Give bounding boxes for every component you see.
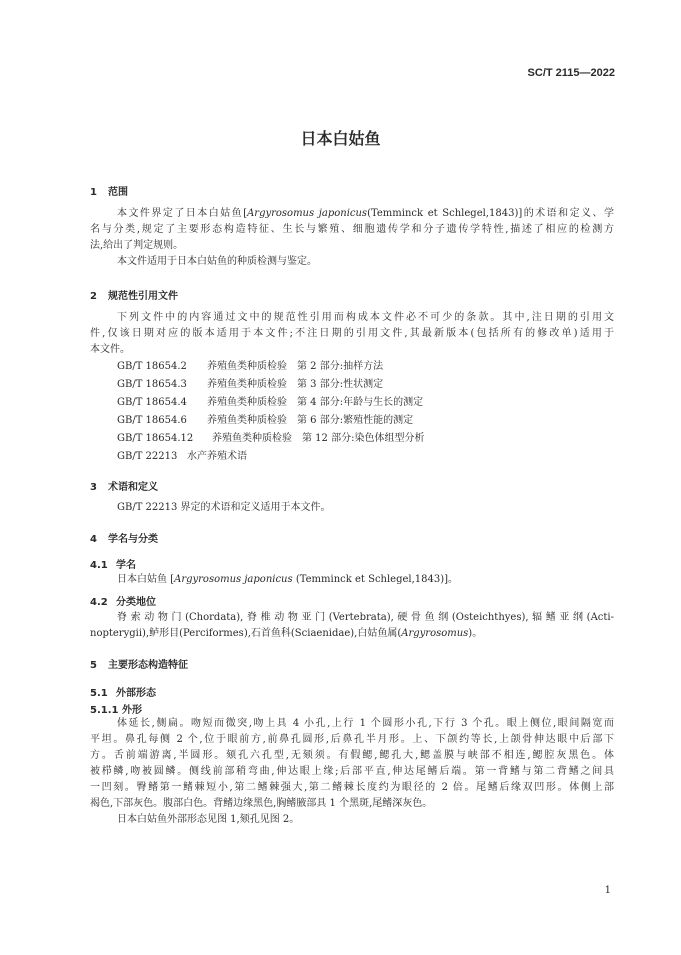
reference-code: GB/T 18654.12 — [117, 433, 194, 444]
section-title: 学名 — [116, 560, 136, 571]
reference-title: 水产养殖术语 — [187, 451, 247, 462]
section-1-heading — [90, 183, 128, 198]
section-number: 4.1 — [90, 560, 108, 571]
section-5-1-heading — [90, 684, 156, 699]
text-line: 本文件。 — [90, 344, 130, 355]
reference-item — [117, 449, 247, 465]
section-title: 分类地位 — [116, 597, 156, 608]
section-title: 主要形态构造特征 — [108, 660, 188, 671]
section-5-1-1-heading — [90, 701, 142, 716]
reference-title: 养殖鱼类种质检验 第 6 部分:繁殖性能的测定 — [207, 415, 414, 426]
reference-code: GB/T 18654.3 — [117, 379, 187, 390]
section-title: 外形 — [122, 705, 142, 716]
text-line: nopterygii),鲈形目(Perciformes),石首鱼科(Sciaenidae),白姑鱼属(Argyrosomus)。 — [90, 628, 483, 639]
reference-item — [117, 359, 383, 375]
text-line: 被栉鳞,吻被圆鳞。侧线前部稍弯曲,伸达眼上缘;后部平直,伸达尾鳍后端。第一背鳍与第二背鳍之间具 — [90, 766, 614, 777]
section-number: 2 — [90, 291, 97, 302]
text-line: 方。舌前端游离,半圆形。颏孔六孔型,无颏须。有假鳃,鳃孔大,鳃盖膜与峡部不相连,鳃腔灰黑色。体 — [90, 750, 614, 761]
text-line: 件,仅该日期对应的版本适用于本文件;不注日期的引用文件,其最新版本(包括所有的修改单)适用于 — [90, 328, 614, 339]
scope-paragraph — [90, 206, 614, 270]
reference-title: 养殖鱼类种质检验 第 12 部分:染色体组型分析 — [212, 433, 425, 444]
taxonomy-paragraph — [90, 610, 614, 642]
text-line: 本文件适用于日本白姑鱼的种质检测与鉴定。 — [117, 256, 317, 267]
text-line: 一凹刻。臀鳍第一鳍棘短小,第二鳍棘强大,第二鳍棘长度约为眼径的 2 倍。尾鳍后缘双凹形。体侧上部 — [90, 782, 614, 793]
text-line: 法,给出了判定规则。 — [90, 240, 184, 251]
section-4-2-heading — [90, 593, 156, 608]
reference-item — [117, 395, 423, 411]
reference-code: GB/T 18654.4 — [117, 397, 187, 408]
text-line: 日本白姑鱼 [Argyrosomus japonicus (Temminck et Schlegel,1843)]。 — [117, 574, 459, 585]
section-4-heading — [90, 530, 158, 545]
text-line: 名与分类,规定了主要形态构造特征、生长与繁殖、细胞遗传学和分子遗传学特性,描述了相应的检测方 — [90, 224, 614, 235]
text-line: 脊索动物门(Chordata),脊椎动物亚门(Vertebrata),硬骨鱼纲(Osteichthyes),辐鳍亚纲(Acti- — [117, 612, 614, 623]
text-line: 下列文件中的内容通过文中的规范性引用而构成本文件必不可少的条款。其中,注日期的引用文 — [117, 312, 614, 323]
page-title: 日本白姑鱼 — [300, 129, 381, 148]
section-number: 5 — [90, 660, 97, 671]
terms-paragraph — [90, 500, 614, 516]
standard-code: SC/T 2115—2022 — [527, 67, 615, 79]
section-number: 4 — [90, 534, 97, 545]
text-line: GB/T 22213 界定的术语和定义适用于本文件。 — [117, 502, 331, 513]
text-line: 平坦。鼻孔每侧 2 个,位于眼前方,前鼻孔圆形,后鼻孔半月形。上、下颌约等长,上颌骨伸达眼中后部下 — [90, 734, 614, 745]
text-line: 褐色,下部灰色。腹部白色。背鳍边缘黑色,胸鳍腋部具 1 个黑斑,尾鳍深灰色。 — [90, 798, 433, 809]
reference-title: 养殖鱼类种质检验 第 3 部分:性状测定 — [207, 379, 384, 390]
reference-code: GB/T 22213 — [117, 451, 178, 462]
section-title: 规范性引用文件 — [108, 291, 178, 302]
section-5-heading — [90, 656, 188, 671]
reference-item — [117, 431, 424, 447]
section-number: 3 — [90, 482, 97, 493]
section-title: 外部形态 — [116, 688, 156, 699]
text-line: 日本白姑鱼外部形态见图 1,颏孔见图 2。 — [117, 814, 300, 825]
text-line: 本文件界定了日本白姑鱼[Argyrosomus japonicus(Temminck et Schlegel,1843)]的术语和定义、学 — [117, 208, 614, 219]
section-number: 1 — [90, 187, 97, 198]
section-number: 4.2 — [90, 597, 108, 608]
species-name: Argyrosomus japonicus — [247, 208, 368, 219]
page-number: 1 — [604, 885, 611, 896]
reference-code: GB/T 18654.6 — [117, 415, 187, 426]
reference-title: 养殖鱼类种质检验 第 2 部分:抽样方法 — [207, 361, 384, 372]
section-4-1-heading — [90, 556, 136, 571]
genus-name: Argyrosomus — [401, 628, 469, 639]
text-line: 体延长,侧扁。吻短而微突,吻上具 4 小孔,上行 1 个圆形小孔,下行 3 个孔。眼上侧位,眼间隔宽而 — [117, 718, 614, 729]
section-number: 5.1.1 — [90, 705, 119, 716]
reference-item — [117, 377, 383, 393]
section-number: 5.1 — [90, 688, 108, 699]
species-name: Argyrosomus japonicus — [174, 574, 293, 585]
section-title: 术语和定义 — [108, 482, 158, 493]
section-title: 范围 — [108, 187, 128, 198]
normative-references-paragraph — [90, 310, 614, 358]
section-title: 学名与分类 — [108, 534, 158, 545]
section-3-heading — [90, 478, 158, 493]
reference-item — [117, 413, 413, 429]
shape-paragraph — [90, 716, 614, 828]
reference-title: 养殖鱼类种质检验 第 4 部分:年龄与生长的测定 — [207, 397, 424, 408]
reference-code: GB/T 18654.2 — [117, 361, 187, 372]
section-2-heading — [90, 287, 178, 302]
scientific-name-paragraph — [90, 572, 614, 588]
